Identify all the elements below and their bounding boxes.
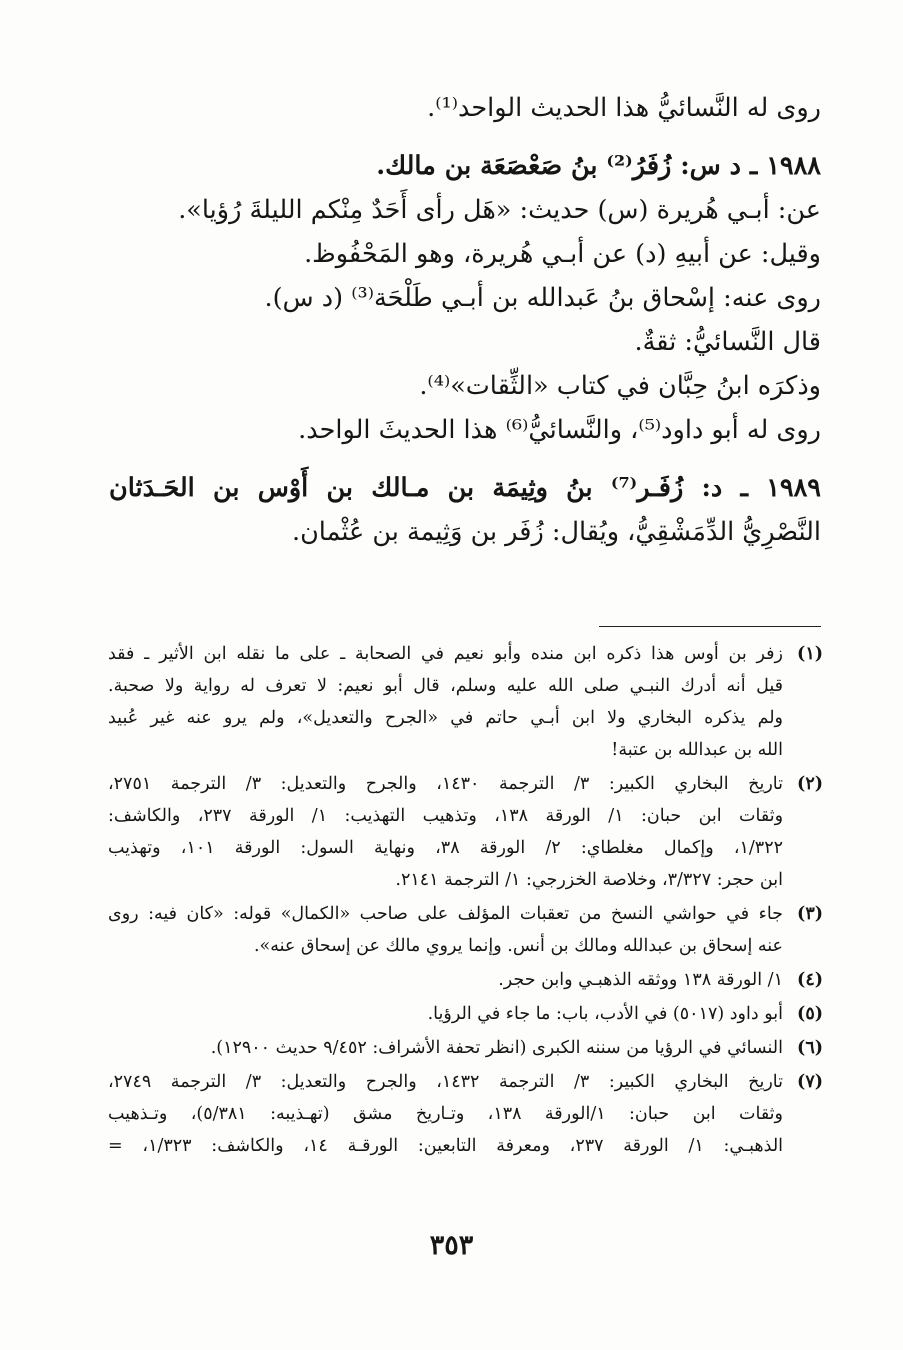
footnotes bbox=[108, 638, 823, 1164]
footnote-line: الله بن عبدالله بن عتبة! bbox=[611, 740, 783, 760]
footnote-line: أبو داود (٥٠١٧) في الأدب، باب: ما جاء في الرؤيا. bbox=[427, 1004, 783, 1024]
footnote-line: وثقات ابن حبان: ١/الورقة ١٣٨، وتـاريخ مشق (تهـذيبه: ٥/٣٨١)، وتـذهيب bbox=[108, 1104, 783, 1124]
text-line: روى له أبو داود⁽⁵⁾، والنَّسائيُّ⁽⁶⁾ هذا الحديثَ الواحد. bbox=[298, 415, 821, 445]
footnote-7 bbox=[108, 1066, 823, 1162]
entry-heading-1988: ١٩٨٨ ـ د س: زُفَرُ⁽²⁾ بنُ صَعْصَعَة بن مالك. bbox=[376, 151, 821, 181]
footnote-line: قيل أنه أدرك النبـي صلى الله عليه وسلم، قال أبو نعيم: لا تعرف له رواية ولا صحبة. bbox=[108, 676, 783, 696]
footnote-1 bbox=[108, 638, 823, 766]
footnote-number: (٥) bbox=[797, 1004, 823, 1024]
footnote-3 bbox=[108, 898, 823, 962]
footnote-5 bbox=[108, 998, 823, 1030]
text-line: وذكرَه ابنُ حِبَّان في كتاب «الثِّقات»⁽⁴⁾. bbox=[419, 371, 821, 401]
footnote-divider bbox=[599, 626, 821, 627]
footnote-line: زفر بن أوس هذا ذكره ابن منده وأبو نعيم في الصحابة ـ على ما نقله ابن الأثير ـ فقد bbox=[108, 644, 783, 664]
footnote-number: (٣) bbox=[797, 904, 823, 924]
main-text bbox=[109, 86, 821, 554]
footnote-2 bbox=[108, 768, 823, 896]
footnote-line: تاريخ البخاري الكبير: ٣/ الترجمة ١٤٣٠، والجرح والتعديل: ٣/ الترجمة ٢٧٥١، bbox=[108, 774, 783, 794]
entry-heading-1989: ١٩٨٩ ـ د: زُفَـر⁽⁷⁾ بنُ وثِيمَة بن مـالك بن أَوْس بن الحَـدَثان bbox=[109, 473, 821, 503]
footnote-number: (١) bbox=[797, 644, 823, 664]
text-line: وقيل: عن أبيهِ (د) عن أبـي هُريرة، وهو المَحْفُوظ. bbox=[304, 239, 821, 269]
footnote-line: عنه إسحاق بن عبدالله ومالك بن أنس. وإنما يروي مالك عن إسحاق عنه». bbox=[253, 936, 783, 956]
footnote-line: ابن حجر: ٣/٣٢٧، وخلاصة الخزرجي: ١/ الترجمة ٢١٤١. bbox=[395, 870, 783, 890]
footnote-4 bbox=[108, 964, 823, 996]
text-line: النَّصْرِيُّ الدِّمَشْقِيُّ، ويُقال: زُفَر بن وَثِيمة بن عُثْمان. bbox=[291, 517, 821, 547]
footnote-number: (٢) bbox=[797, 774, 823, 794]
footnote-line: جاء في حواشي النسخ من تعقبات المؤلف على صاحب «الكمال» قوله: «كان فيه: روى bbox=[108, 904, 783, 924]
footnote-line: وثقات ابن حبان: ١/ الورقة ١٣٨، وتذهيب التهذيب: ١/ الورقة ٢٣٧، والكاشف: bbox=[108, 806, 784, 826]
footnote-line: ١/٣٢٢، وإكمال مغلطاي: ٢/ الورقة ٣٨، ونهاية السول: الورقة ١٠١، وتهذيب bbox=[108, 838, 783, 858]
footnote-line: النسائي في الرؤيا من سننه الكبرى (انظر تحفة الأشراف: ٩/٤٥٢ حديث ١٢٩٠٠). bbox=[210, 1038, 783, 1058]
text-line: عن: أبـي هُريرة (س) حديث: «هَل رأى أَحَدٌ مِنْكم الليلةَ رُؤيا». bbox=[178, 195, 821, 225]
page-number: ٣٥٣ bbox=[429, 1230, 474, 1261]
text-line: قال النَّسائيُّ: ثقةٌ. bbox=[634, 327, 821, 357]
footnote-line: تاريخ البخاري الكبير: ٣/ الترجمة ١٤٣٢، والجرح والتعديل: ٣/ الترجمة ٢٧٤٩، bbox=[108, 1072, 783, 1092]
footnote-number: (٧) bbox=[797, 1072, 823, 1092]
footnote-line: ١/ الورقة ١٣٨ ووثقه الذهبـي وابن حجر. bbox=[498, 970, 783, 990]
footnote-6 bbox=[108, 1032, 823, 1064]
text-line: روى عنه: إسْحاق بنُ عَبدالله بن أبـي طَلْحَة⁽³⁾ (د س). bbox=[264, 283, 821, 313]
footnote-number: (٦) bbox=[797, 1038, 823, 1058]
footnote-number: (٤) bbox=[797, 970, 823, 990]
footnote-line: ولم يذكره البخاري ولا ابن أبـي حاتم في «الجرح والتعديل»، ولم يرو عنه غير عُبيد bbox=[108, 708, 783, 728]
footnote-line: الذهبـي: ١/ الورقة ٢٣٧، ومعرفة التابعين: الورقـة ١٤، والكاشف: ١/٣٢٣، = bbox=[108, 1136, 784, 1156]
text-line: روى له النَّسائيُّ هذا الحديث الواحد⁽¹⁾. bbox=[427, 93, 821, 123]
